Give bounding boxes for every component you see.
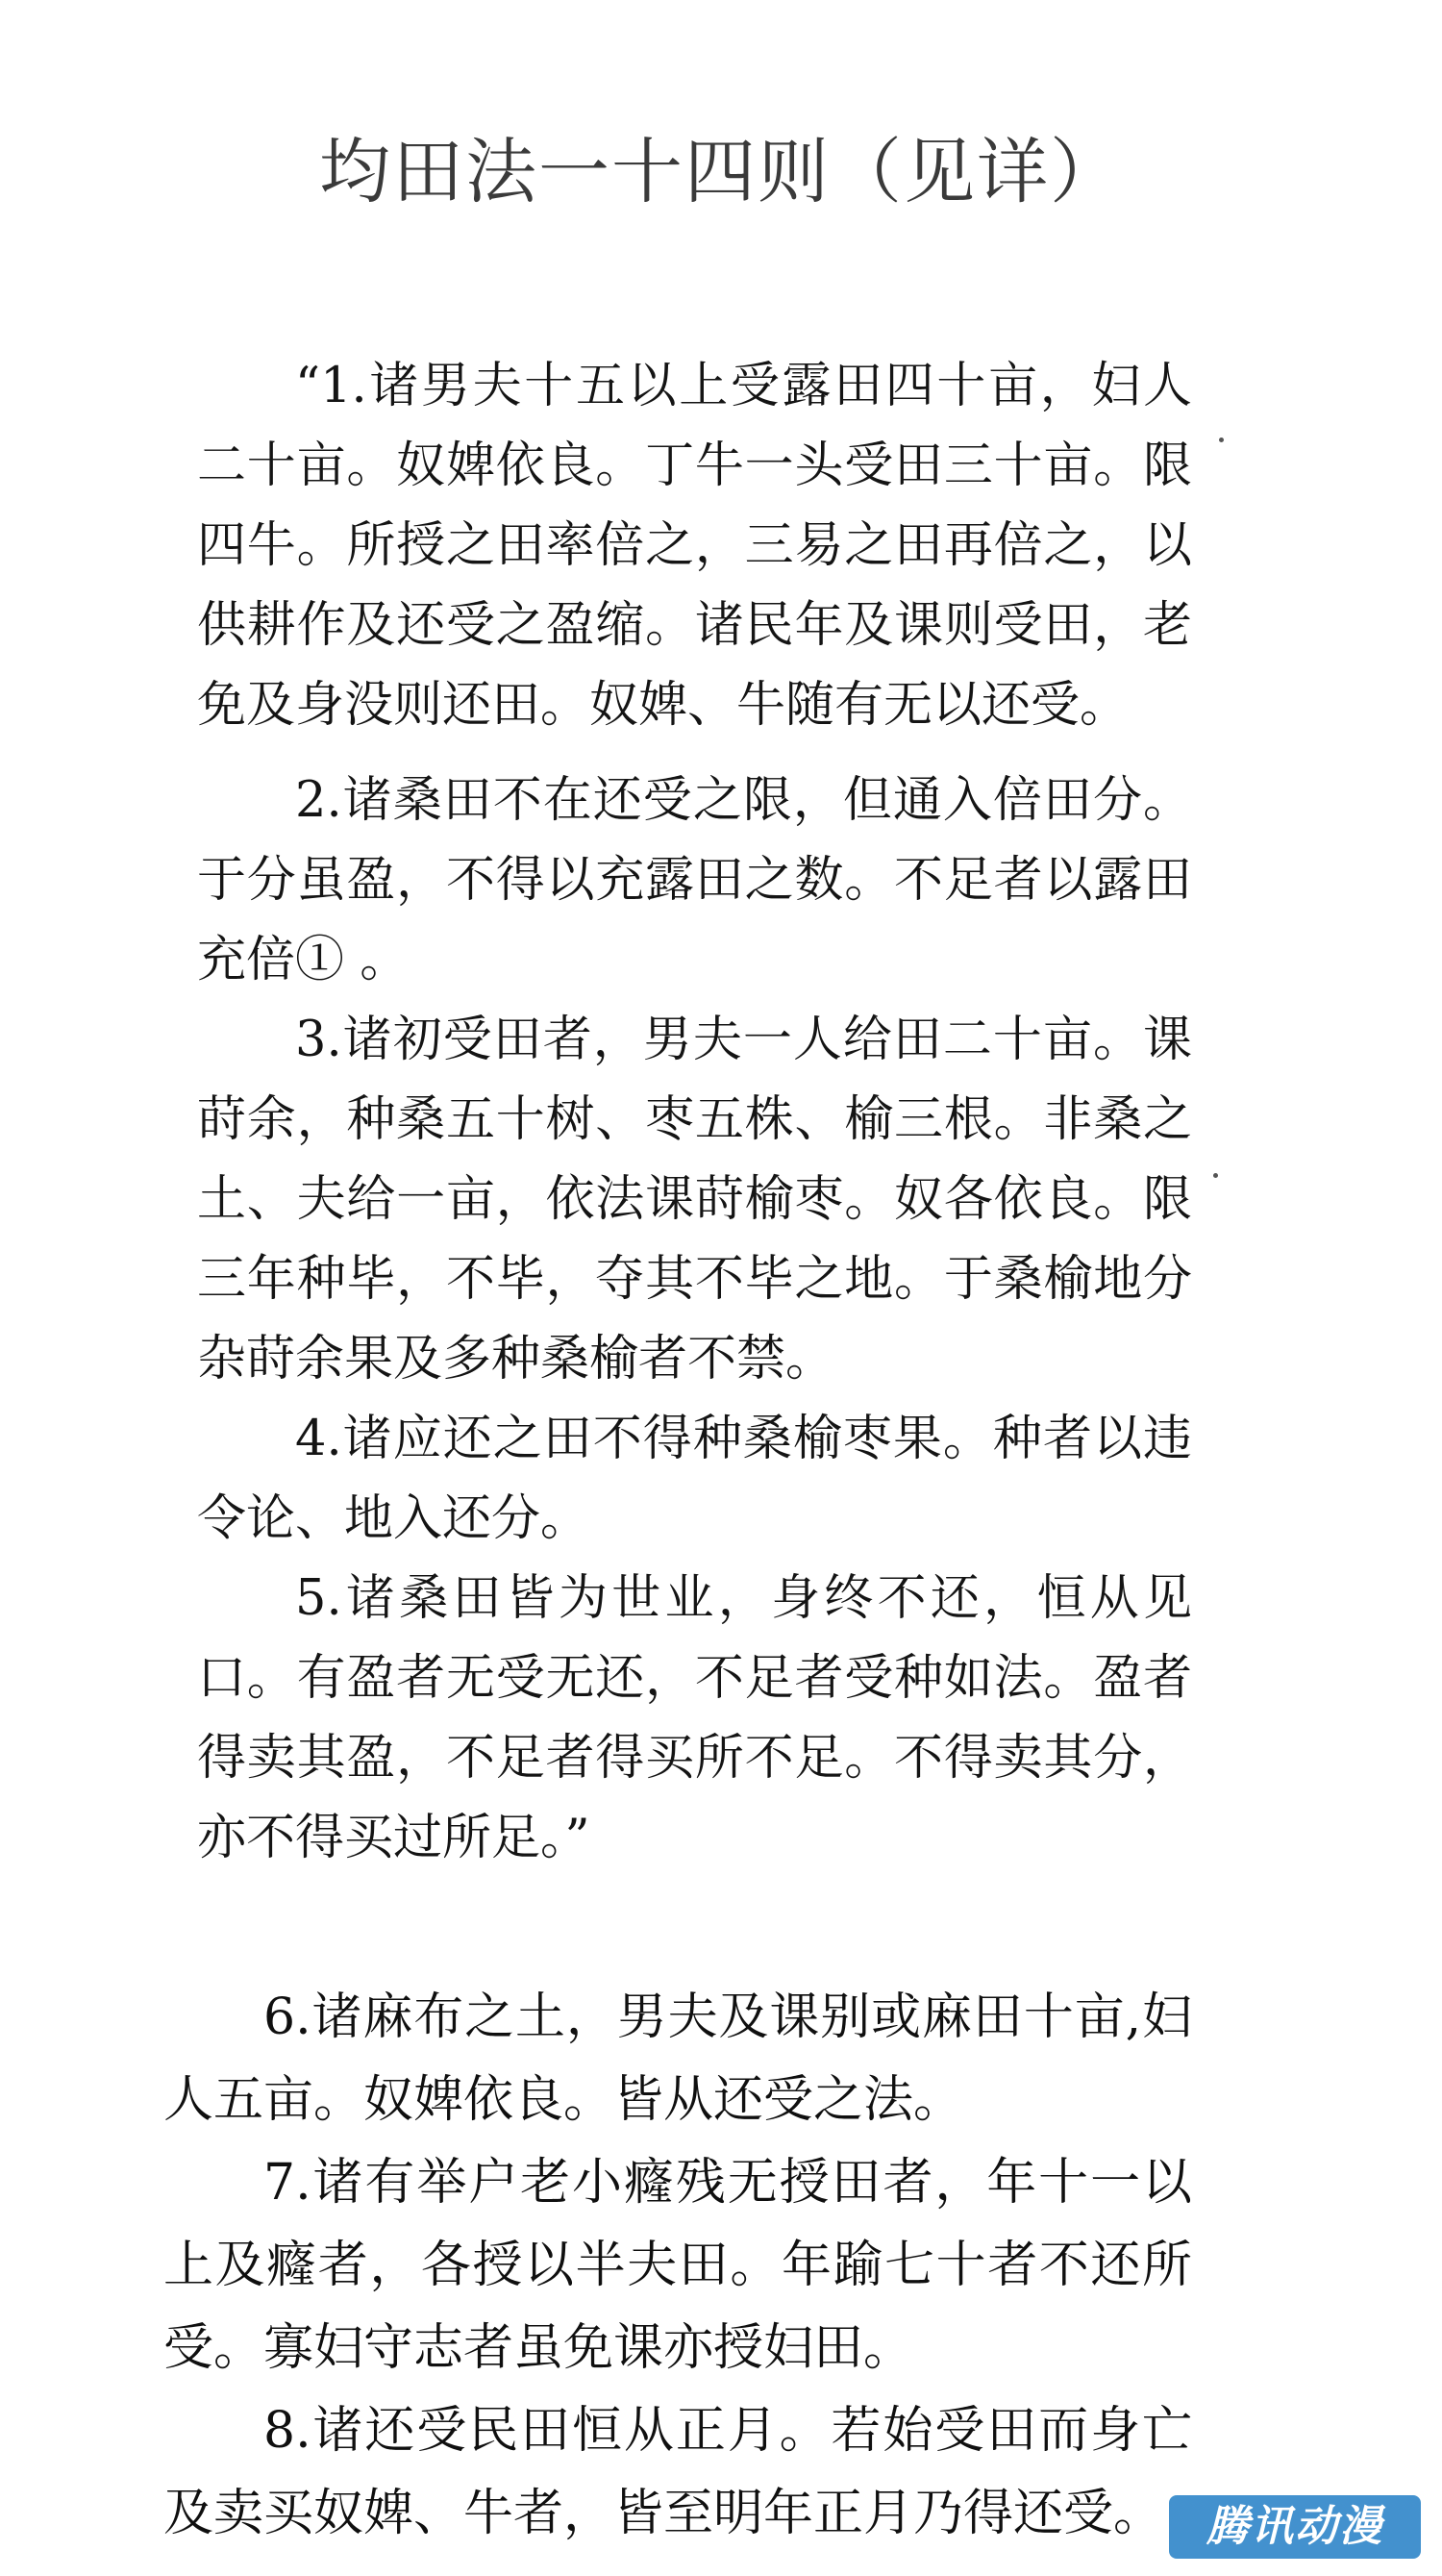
paragraph-6: 6.诸麻布之土，男夫及课别或麻田十亩,妇人五亩。奴婢依良。皆从还受之法。 — [163, 1988, 1192, 2129]
paragraph-3: 3.诸初受田者，男夫一人给田二十亩。课莳余，种桑五十树、枣五株、榆三根。非桑之土、夫给一亩，依法课莳榆枣。奴各依良。限三年种毕，不毕，夺其不毕之地。于桑榆地分杂莳余果及多种桑榆者不禁。 — [197, 1012, 1192, 1388]
page-title: 均田法一十四则（见详） — [319, 131, 1123, 213]
paragraph-7: 7.诸有举户老小癃残无授田者，年十一以上及癃者，各授以半夫田。年踰七十者不还所受。寡妇守志者虽免课亦授妇田。 — [163, 2154, 1192, 2377]
paragraph-1: “1.诸男夫十五以上受露田四十亩，妇人二十亩。奴婢依良。丁牛一头受田三十亩。限四牛。所授之田率倍之，三易之田再倍之，以供耕作及还受之盈缩。诸民年及课则受田，老免及身没则还田。奴婢、牛随有无以还受。 — [197, 358, 1192, 734]
scanned-text-block-1 — [197, 346, 1192, 1878]
paragraph-8: 8.诸还受民田恒从正月。若始受田而身亡及卖买奴婢、牛者，皆至明年正月乃得还受。 — [163, 2402, 1192, 2542]
scan-speck — [1219, 438, 1224, 442]
paragraph-5: 5.诸桑田皆为世业，身终不还，恒从见口。有盈者无受无还，不足者受种如法。盈者得卖其盈，不足者得买所不足。不得卖其分，亦不得买过所足。” — [197, 1570, 1192, 1866]
paragraph-2: 2.诸桑田不在还受之限，但通入倍田分。于分虽盈，不得以充露田之数。不足者以露田充倍① 。 — [197, 772, 1192, 988]
watermark-logo: 腾讯动漫 — [1169, 2495, 1421, 2559]
paragraph-4: 4.诸应还之田不得种桑榆枣果。种者以违令论、地入还分。 — [197, 1411, 1192, 1547]
scanned-text-block-2 — [163, 1976, 1192, 2555]
scan-speck — [1213, 1173, 1218, 1178]
